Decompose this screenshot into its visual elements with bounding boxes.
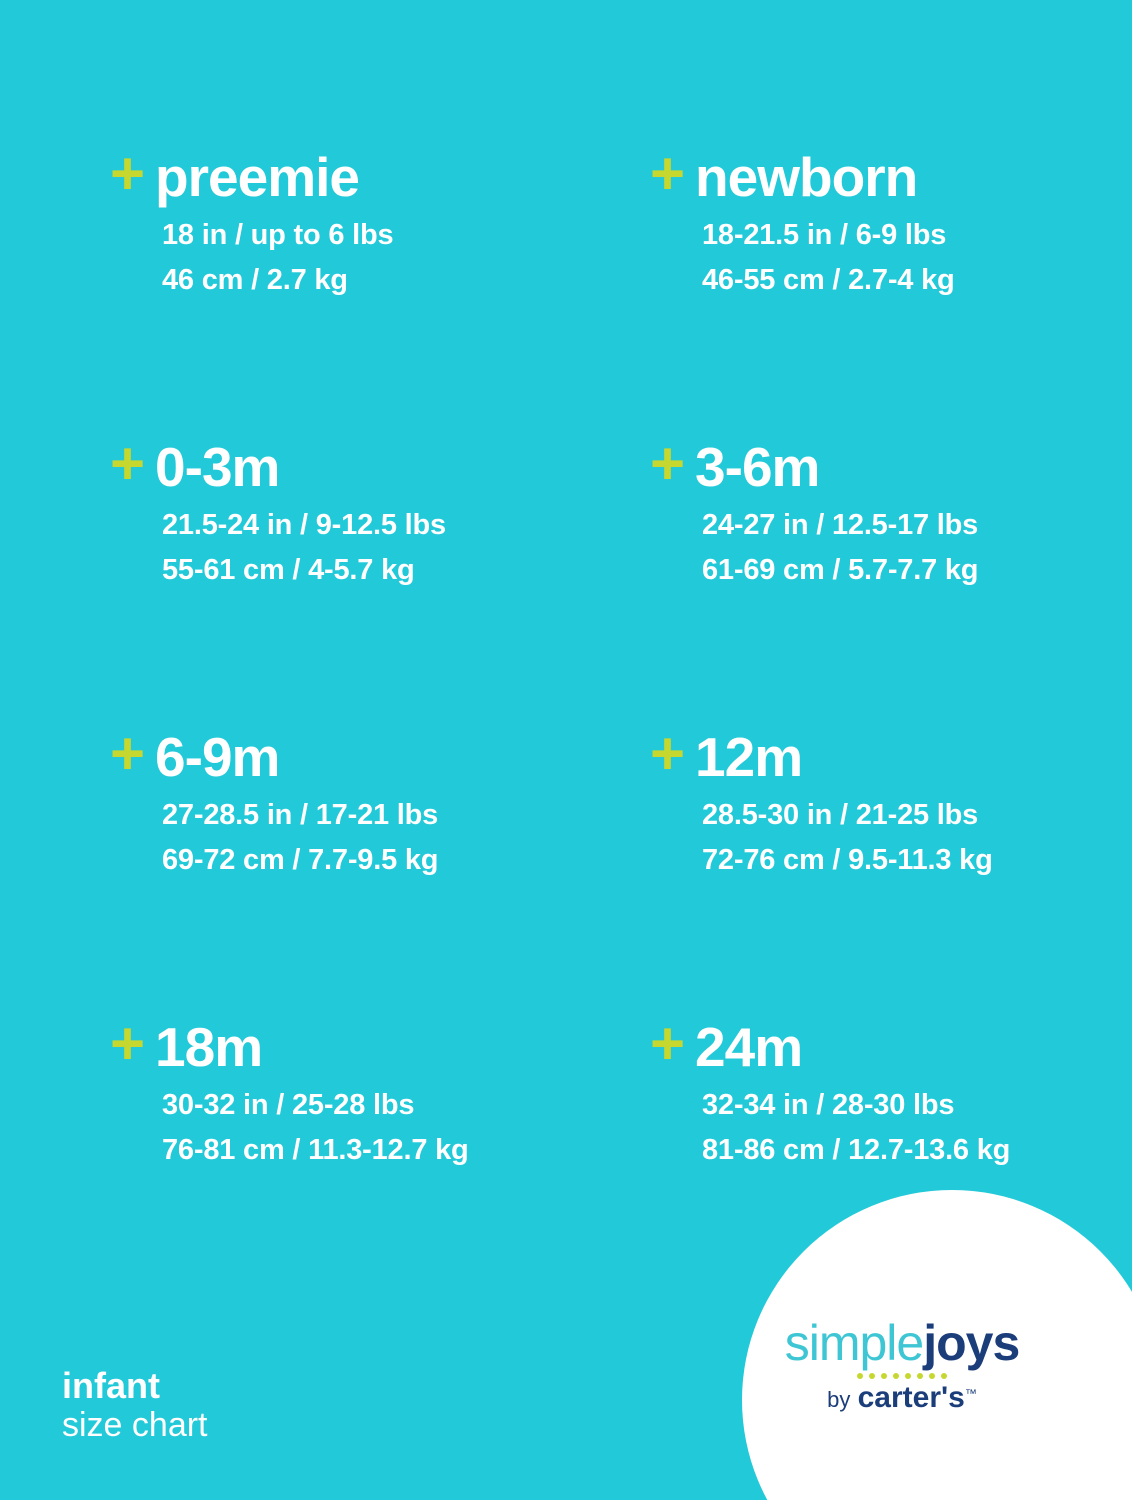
size-entry-0-3m <box>110 429 650 730</box>
plus-icon: + <box>110 139 146 207</box>
measure-imperial: 18-21.5 in / 6-9 lbs <box>702 219 947 251</box>
measure-imperial: 32-34 in / 28-30 lbs <box>702 1089 955 1121</box>
logo-by-text: by <box>827 1387 851 1412</box>
plus-icon: + <box>110 1009 146 1077</box>
logo-dots-decoration <box>752 1373 1052 1379</box>
size-entry-3-6m <box>650 429 1132 730</box>
measure-imperial: 27-28.5 in / 17-21 lbs <box>162 799 439 831</box>
trademark-symbol: ™ <box>964 1386 977 1401</box>
measure-imperial: 30-32 in / 25-28 lbs <box>162 1089 415 1121</box>
logo-wordmark <box>752 1315 1052 1371</box>
logo-word-joys: joys <box>923 1315 1020 1371</box>
size-entry-6-9m <box>110 719 650 1020</box>
size-label: 0-3m <box>155 436 280 498</box>
measure-metric: 46-55 cm / 2.7-4 kg <box>702 263 955 296</box>
logo-word-simple: simple <box>784 1315 924 1371</box>
size-heading <box>650 1009 1132 1078</box>
size-heading <box>650 429 1132 498</box>
brand-logo <box>752 1315 1052 1415</box>
page-subtitle: size chart <box>62 1405 208 1444</box>
plus-icon: + <box>650 429 686 497</box>
size-label: 6-9m <box>155 726 280 788</box>
size-measurements <box>702 1083 1132 1173</box>
size-entry-newborn <box>650 139 1132 440</box>
measure-metric: 69-72 cm / 7.7-9.5 kg <box>162 843 439 876</box>
size-measurements <box>162 793 650 883</box>
size-entry-12m <box>650 719 1132 1020</box>
plus-icon: + <box>650 1009 686 1077</box>
size-heading <box>650 719 1132 788</box>
size-measurements <box>162 1083 650 1173</box>
measure-metric: 81-86 cm / 12.7-13.6 kg <box>702 1133 1011 1166</box>
plus-icon: + <box>110 429 146 497</box>
size-label: 3-6m <box>695 436 820 498</box>
measure-imperial: 28.5-30 in / 21-25 lbs <box>702 799 979 831</box>
size-heading <box>110 1009 650 1078</box>
measure-metric: 72-76 cm / 9.5-11.3 kg <box>702 843 993 876</box>
measure-metric: 76-81 cm / 11.3-12.7 kg <box>162 1133 469 1166</box>
size-measurements <box>702 213 1132 303</box>
size-label: 24m <box>695 1016 803 1078</box>
chart-title-block <box>62 1365 208 1445</box>
size-entry-preemie <box>110 139 650 440</box>
measure-metric: 61-69 cm / 5.7-7.7 kg <box>702 553 979 586</box>
plus-icon: + <box>650 139 686 207</box>
plus-icon: + <box>110 719 146 787</box>
size-label: preemie <box>155 146 359 208</box>
size-heading <box>110 429 650 498</box>
size-label: newborn <box>695 146 918 208</box>
size-label: 18m <box>155 1016 263 1078</box>
measure-metric: 46 cm / 2.7 kg <box>162 263 348 296</box>
size-measurements <box>162 213 650 303</box>
size-heading <box>110 139 650 208</box>
logo-byline <box>752 1381 1052 1415</box>
size-measurements <box>702 503 1132 593</box>
measure-imperial: 18 in / up to 6 lbs <box>162 219 394 251</box>
size-entry-18m <box>110 1009 650 1310</box>
page-title: infant <box>62 1364 160 1406</box>
measure-metric: 55-61 cm / 4-5.7 kg <box>162 553 415 586</box>
size-heading <box>650 139 1132 208</box>
measure-imperial: 21.5-24 in / 9-12.5 lbs <box>162 509 446 541</box>
size-grid <box>0 139 1132 1310</box>
size-measurements <box>702 793 1132 883</box>
size-measurements <box>162 503 650 593</box>
logo-brand-text: carter's <box>857 1381 965 1414</box>
measure-imperial: 24-27 in / 12.5-17 lbs <box>702 509 979 541</box>
plus-icon: + <box>650 719 686 787</box>
size-label: 12m <box>695 726 803 788</box>
size-heading <box>110 719 650 788</box>
